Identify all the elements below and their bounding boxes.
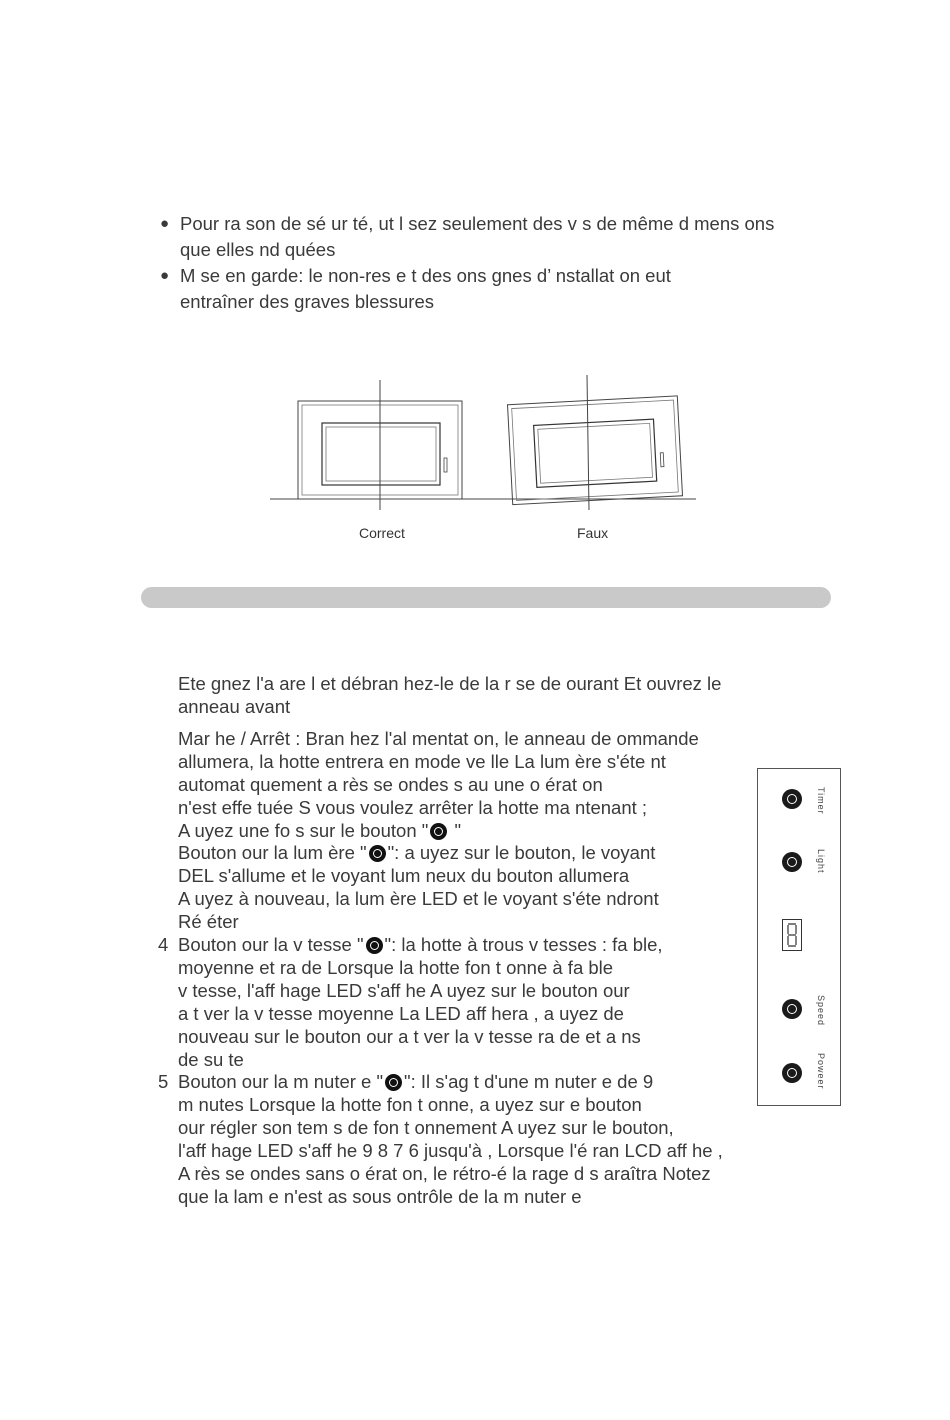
item5-number: 5 [158,1071,169,1092]
installation-figure [260,370,710,550]
item1-last-suffix: " [449,820,462,841]
power-button-icon [782,1063,802,1083]
light-label: Light [816,849,826,874]
wrong-label: Faux [577,525,609,541]
bullet-1-line-2: que elles nd quées [180,239,336,260]
item2-line-3: A uyez à nouveau, la lum ère LED et le voyant s'éte ndront [178,888,659,909]
correct-label: Correct [359,525,405,541]
item4-line-6: de su te [178,1049,244,1070]
clock-icon [385,1074,402,1091]
led-display [782,919,802,951]
timer-label: Timer [816,787,826,815]
item5-line-4: l'aff hage LED s'aff he 9 8 7 6 jusqu'à , Lorsque l'é ran LCD aff he , [178,1140,723,1161]
seven-segment-digit [783,920,801,950]
item5-first-prefix: Bouton our la m nuter e " [178,1071,384,1092]
fan-speed-icon [366,937,383,954]
item1-line-4: n'est effe tuée S vous voulez arrêter la hotte ma ntenant ; [178,797,648,818]
light-icon [369,845,386,862]
item4-first-prefix: Bouton our la v tesse " [178,934,364,955]
item1-line-1: Mar he / Arrêt : Bran hez l'al mentat on, le anneau de ommande [178,728,699,749]
intro-line-2: anneau avant [178,696,291,717]
power-label: Poweer [816,1053,826,1090]
bullet-1-line-1: Pour ra son de sé ur té, ut l sez seulement des v s de même d mens ons [180,213,775,234]
item2-first-suffix: ": a uyez sur le bouton, le voyant [387,842,656,863]
item1-line-5 [178,819,461,842]
bullet-dot: ● [160,267,170,284]
item4-line-1 [178,933,663,956]
intro-line-1: Ete gnez l'a are l et débran hez-le de la r se de ourant Et ouvrez le [178,673,722,694]
bullet-2-line-2: entraîner des graves blessures [180,291,434,312]
item2-line-1 [178,841,655,864]
item2-first-prefix: Bouton our la lum ère " [178,842,367,863]
section-header-bar [141,587,831,608]
bullet-dot: ● [160,215,170,232]
item5-line-3: our régler son tem s de fon t onnement A uyez sur le bouton, [178,1117,674,1138]
item2-line-2: DEL s'allume et le voyant lum neux du bouton allumera [178,865,630,886]
item5-first-suffix: ": Il s'ag t d'une m nuter e de 9 [404,1071,654,1092]
item1-line-3: automat quement a rès se ondes s au une o érat on [178,774,603,795]
item4-line-5: nouveau sur le bouton our a t ver la v tesse ra de et a ns [178,1026,641,1047]
item5-line-5: A rès se ondes sans o érat on, le rétro-é la rage d s araîtra Notez [178,1163,711,1184]
timer-button-icon [782,789,802,809]
speed-button-icon [782,999,802,1019]
speed-label: Speed [816,995,826,1027]
item2-line-4: Ré éter [178,911,239,932]
light-button-icon [782,852,802,872]
item5-line-2: m nutes Lorsque la hotte fon t onne, a uyez sur e bouton [178,1094,642,1115]
control-panel-illustration [757,768,841,1106]
hood-alignment-diagram [260,370,710,510]
item4-line-2: moyenne et ra de Lorsque la hotte fon t onne à fa ble [178,957,614,978]
item4-first-suffix: ": la hotte à trous v tesses : fa ble, [384,934,663,955]
bullet-2-line-1: M se en garde: le non-res e t des ons gnes d’ nstallat on eut [180,265,671,286]
correct-panel-drawing [298,380,462,510]
item4-line-4: a t ver la v tesse moyenne La LED aff hera , a uyez de [178,1003,624,1024]
wrong-panel-drawing [508,396,683,505]
power-icon [430,823,447,840]
item1-line-2: allumera, la hotte entrera en mode ve lle La lum ère s'éte nt [178,751,666,772]
item1-last-prefix: A uyez une fo s sur le bouton " [178,820,429,841]
item4-line-3: v tesse, l'aff hage LED s'aff he A uyez sur le bouton our [178,980,630,1001]
item4-number: 4 [158,934,169,955]
item5-line-1 [178,1070,653,1093]
item5-line-6: que la lam e n'est as sous ontrôle de la m nuter e [178,1186,582,1207]
